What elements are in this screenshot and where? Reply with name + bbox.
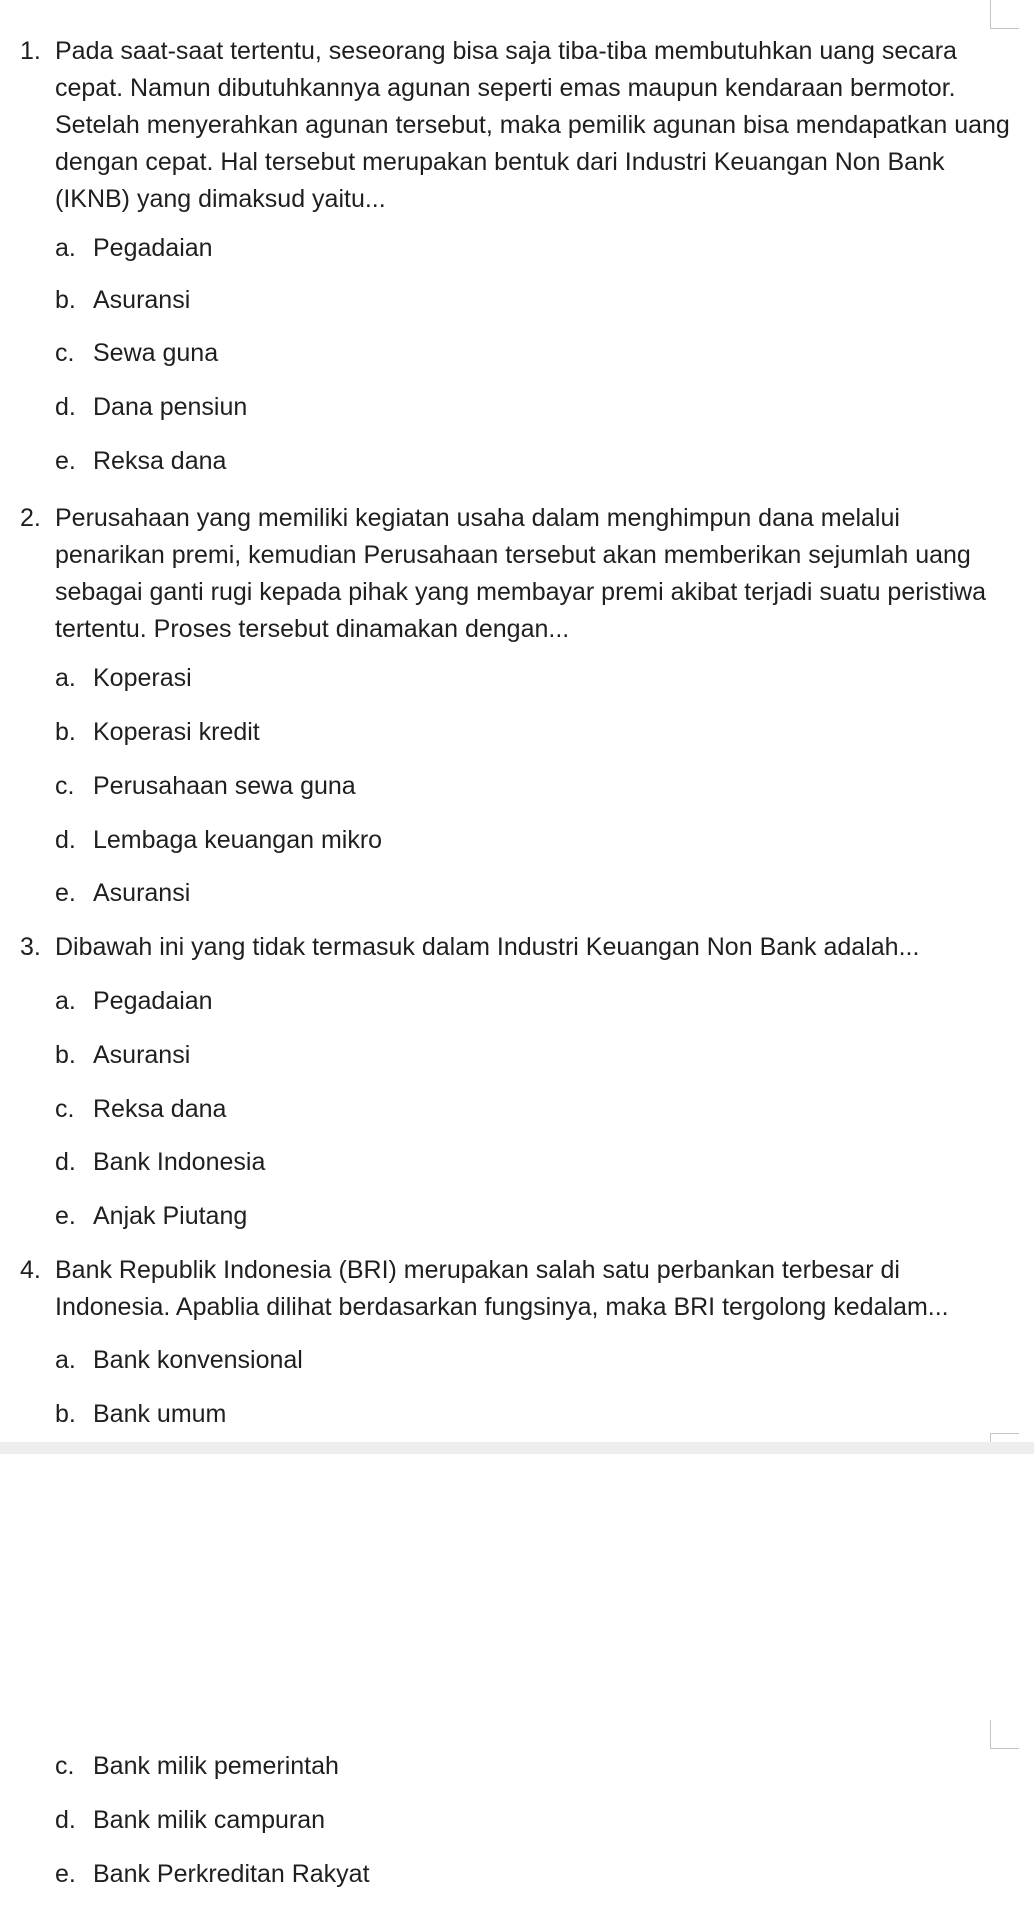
option-1d: d. Dana pensiun: [55, 393, 248, 421]
option-3a: a. Pegadaian: [55, 987, 213, 1015]
option-3d: d. Bank Indonesia: [55, 1148, 266, 1176]
question-text: Dibawah ini yang tidak termasuk dalam Industri Keuangan Non Bank adalah...: [55, 933, 920, 961]
option-1a: a. Pegadaian: [55, 234, 213, 262]
option-4c: c. Bank milik pemerintah: [55, 1752, 339, 1780]
option-3e: e. Anjak Piutang: [55, 1202, 248, 1230]
option-2a: a. Koperasi: [55, 664, 192, 692]
question-number: 3.: [20, 933, 41, 961]
page-break: [0, 1442, 1034, 1454]
question-text: Bank Republik Indonesia (BRI) merupakan salah satu perbankan terbesar di Indonesia. Apablia dilihat berdasarkan fungsinya, maka BRI tergolong kedalam...: [55, 1256, 949, 1321]
question-3: [20, 929, 1010, 966]
question-number: 1.: [20, 37, 41, 65]
option-2c: c. Perusahaan sewa guna: [55, 772, 356, 800]
option-3c: c. Reksa dana: [55, 1095, 227, 1123]
option-1b: b. Asuransi: [55, 286, 191, 314]
margin-corner-mark: [990, 1720, 1019, 1749]
option-4b: b. Bank umum: [55, 1400, 227, 1428]
option-4d: d. Bank milik campuran: [55, 1806, 326, 1834]
document-page-2: [0, 1454, 1034, 1910]
option-2b: b. Koperasi kredit: [55, 718, 260, 746]
option-2e: e. Asuransi: [55, 879, 191, 907]
question-number: 2.: [20, 504, 41, 532]
question-text: Perusahaan yang memiliki kegiatan usaha dalam menghimpun dana melalui penarikan premi, kemudian Perusahaan tersebut akan memberikan sejumlah uang sebagai ganti rugi kepada pihak yang membayar premi akibat terjadi suatu peristiwa tertentu. Proses tersebut dinamakan dengan...: [55, 504, 987, 643]
option-4e: e. Bank Perkreditan Rakyat: [55, 1860, 370, 1888]
option-4a: a. Bank konvensional: [55, 1346, 303, 1374]
question-4: [20, 1252, 1010, 1326]
option-1e: e. Reksa dana: [55, 447, 227, 475]
option-2d: d. Lembaga keuangan mikro: [55, 826, 383, 854]
option-3b: b. Asuransi: [55, 1041, 191, 1069]
question-number: 4.: [20, 1256, 41, 1284]
question-2: [20, 500, 1010, 648]
margin-corner-mark: [990, 0, 1019, 29]
question-1: [20, 33, 1010, 218]
question-text: Pada saat-saat tertentu, seseorang bisa saja tiba-tiba membutuhkan uang secara cepat. Namun dibutuhkannya agunan seperti emas maupun kendaraan bermotor. Setelah menyerahkan agunan tersebut, maka pemilik agunan bisa mendapatkan uang dengan cepat. Hal tersebut merupakan bentuk dari Industri Keuangan Non Bank (IKNB) yang dimaksud yaitu...: [55, 37, 1010, 213]
option-1c: c. Sewa guna: [55, 339, 219, 367]
